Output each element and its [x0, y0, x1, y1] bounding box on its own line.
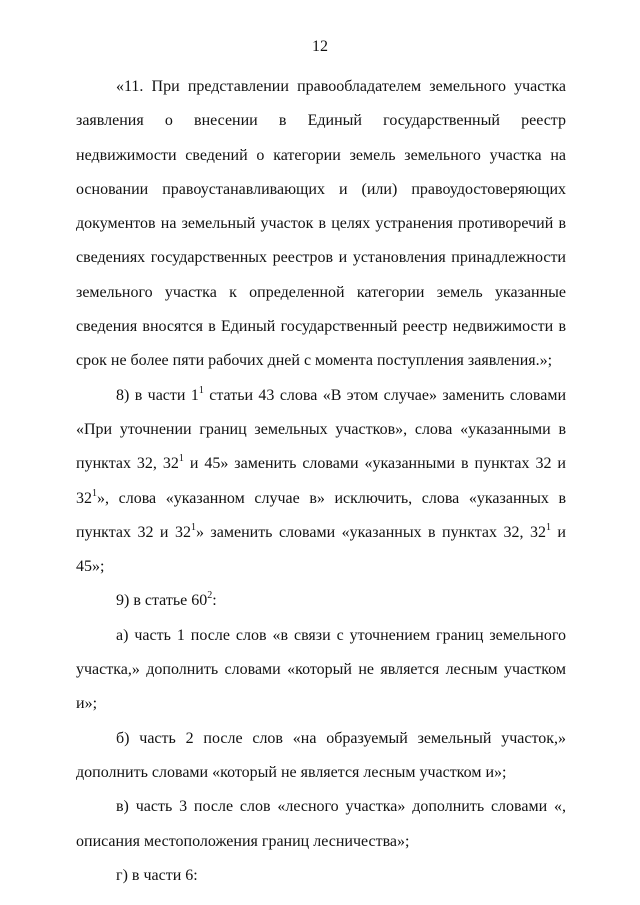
text-run: и 45» заменить словами «указанными в пунктах 32 и 32: [76, 455, 566, 507]
document-body: [76, 70, 566, 893]
paragraph-item-11: «11. При представлении правообладателем земельного участка заявления о внесении в Единый государственный реестр недвижимости сведений о категории земель земельного участка на основании правоустанавливающих и (или) правоудостоверяющих документов на земельный участок в целях устранения противоречий в сведениях государственных реестров и установления принадлежности земельного участка к определенной категории земель указанные сведения вносятся в Единый государственный реестр недвижимости в срок не более пяти рабочих дней с момента поступления заявления.»;: [76, 78, 566, 370]
paragraph-subitem-g: г) в части 6:: [116, 866, 198, 884]
text-run: статьи 43 слова «В этом случае» заменить словами «При уточнении границ земельных участков», слова «указанными в пунктах 32, 32: [76, 386, 567, 473]
paragraph-subitem-v: в) часть 3 после слов «лесного участка» дополнить словами «, описания местоположения границ лесничества»;: [76, 798, 566, 850]
superscript: 1: [190, 521, 196, 533]
superscript: 2: [207, 590, 213, 602]
text-run: :: [212, 592, 217, 610]
paragraph-item-9: [76, 584, 566, 618]
text-run: », слова «указанном случае в» исключить, слова «указанных в пунктах 32 и 32: [76, 489, 566, 541]
superscript: 1: [92, 487, 97, 499]
text-run: и 45»;: [76, 523, 566, 576]
superscript: 1: [178, 453, 184, 465]
paragraph-subitem-a: а) часть 1 после слов «в связи с уточнением границ земельного участка,» дополнить словами «который не является лесным участком и»;: [76, 626, 566, 713]
paragraph-item-8: [76, 379, 566, 585]
text-run: 8) в части 1: [116, 386, 199, 404]
page-number: 12: [312, 38, 328, 55]
paragraph-subitem-b: б) часть 2 после слов «на образуемый земельный участок,» дополнить словами «который не является лесным участком и»;: [76, 729, 566, 781]
text-run: » заменить словами «указанных в пунктах 32, 32: [195, 523, 546, 541]
superscript: 1: [198, 384, 204, 396]
superscript: 1: [545, 521, 551, 533]
text-run: 9) в статье 60: [116, 592, 208, 610]
